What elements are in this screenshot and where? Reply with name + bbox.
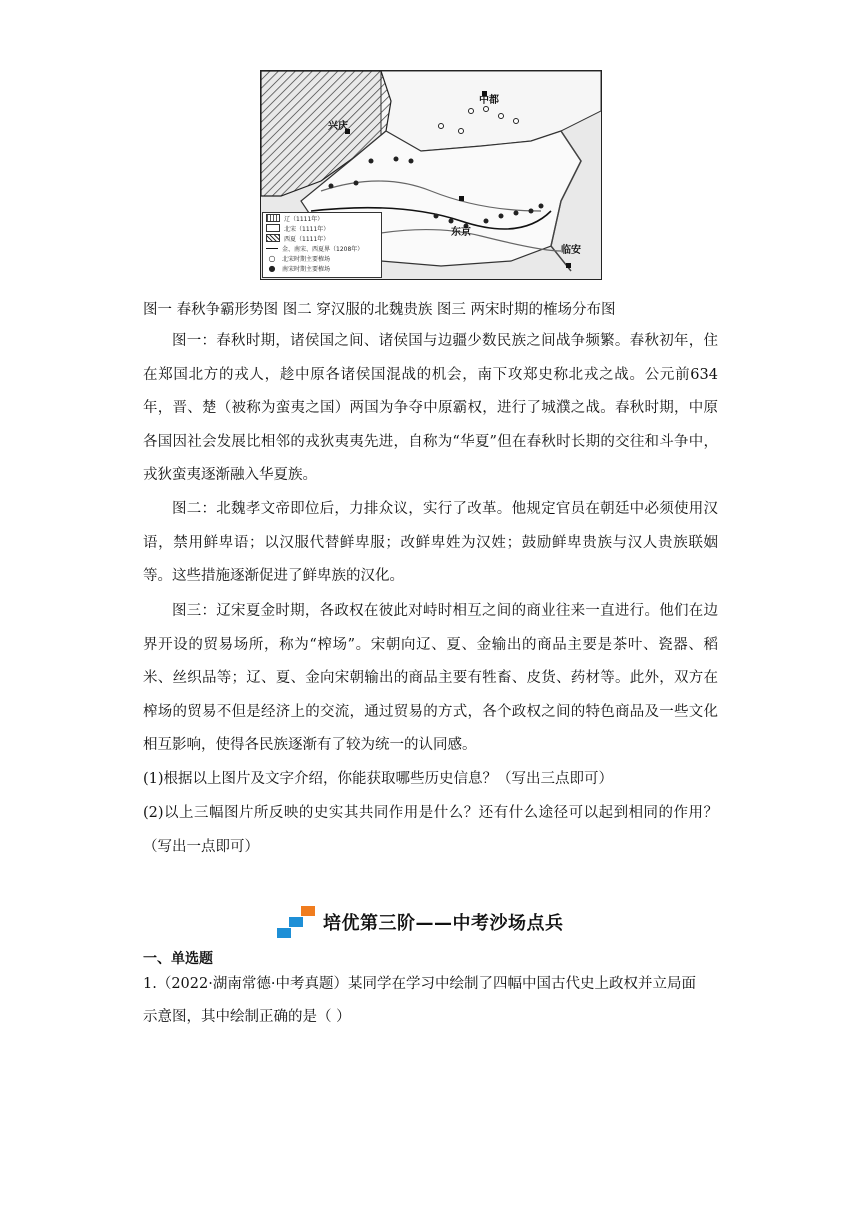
- map-label-zhongdu: 中都: [479, 95, 499, 106]
- paragraph-fig2: [143, 493, 718, 594]
- question-2: [143, 797, 718, 864]
- question-text: (2)以上三幅图片所反映的史实其共同作用是什么？还有什么途径可以起到相同的作用？（写出一点即可）: [143, 805, 718, 855]
- map-label-linan: 临安: [561, 245, 581, 256]
- paragraph-fig1: [143, 325, 718, 493]
- question-line: 1.（2022·湖南常德·中考真题）某同学在学习中绘制了四幅中国古代史上政权并立局面: [143, 976, 696, 992]
- question-text: (1)根据以上图片及文字介绍，你能获取哪些历史信息？（写出三点即可）: [143, 771, 614, 787]
- map-label-dongjing: 东京: [451, 227, 471, 238]
- section-header: [277, 906, 564, 938]
- legend-item: [263, 253, 381, 263]
- legend-swatch-liao: [266, 214, 280, 222]
- paragraph-text: 图二：北魏孝文帝即位后，力排众议，实行了改革。他规定官员在朝廷中必须使用汉语，禁用鲜卑语；以汉服代替鲜卑服；改鲜卑姓为汉姓；鼓励鲜卑贵族与汉人贵族联姻等。这些措施逐渐促进了鲜卑族的汉化。: [143, 501, 718, 584]
- mc-question-1: [143, 968, 718, 1034]
- legend-label: 西夏（1111年）: [284, 235, 330, 243]
- legend-item: [263, 263, 381, 273]
- legend-label: 金、南宋、西夏界（1208年）: [282, 245, 364, 253]
- legend-swatch-border: [266, 248, 278, 249]
- legend-item: [263, 213, 381, 223]
- paragraph-fig3: [143, 595, 718, 763]
- legend-label: 南宋时期主要榷场: [282, 265, 331, 273]
- legend-swatch-xixia: [266, 234, 280, 242]
- section-title: 培优第三阶——中考沙场点兵: [323, 913, 564, 934]
- legend-item: [263, 243, 381, 253]
- question-line: 示意图，其中绘制正确的是（ ）: [143, 1009, 351, 1025]
- subhead-single-choice: 一、单选题: [143, 951, 213, 967]
- map-label-xingqing: 兴庆: [328, 121, 348, 132]
- paragraph-text: 图一：春秋时期，诸侯国之间、诸侯国与边疆少数民族之间战争频繁。春秋初年，住在郑国北方的戎人，趁中原各诸侯国混战的机会，南下攻郑史称北戎之战。公元前634年，晋、楚（被称为蛮夷之国）两国为争夺中原霸权，进行了城濮之战。春秋时期，中原各国因社会发展比相邻的戎狄夷夷先进，自称为“华夏”但在春秋时长期的交往和斗争中，戎狄蛮夷逐渐融入华夏族。: [143, 333, 718, 483]
- filled-circle-icon: ●: [268, 263, 276, 273]
- paragraph-text: 图三：辽宋夏金时期，各政权在彼此对峙时相互之间的商业往来一直进行。他们在边界开设的贸易场所，称为“榨场”。宋朝向辽、夏、金输出的商品主要是茶叶、瓷器、稻米、丝织品等；辽、夏、金向宋朝输出的商品主要有牲畜、皮货、药材等。此外，双方在榨场的贸易不但是经济上的交流，通过贸易的方式，各个政权之间的特色商品及一些文化相互影响，使得各民族逐渐有了较为统一的认同感。: [143, 603, 718, 753]
- legend-label: 北宋（1111年）: [284, 225, 330, 233]
- question-1: [143, 763, 718, 797]
- legend-label: 辽（1111年）: [284, 215, 324, 223]
- figure-caption: 图一 春秋争霸形势图 图二 穿汉服的北魏贵族 图三 两宋时期的榷场分布图: [143, 302, 616, 318]
- open-circle-icon: ○: [268, 253, 276, 263]
- legend-swatch-song: [266, 224, 280, 232]
- legend-item: [263, 223, 381, 233]
- legend-item: [263, 233, 381, 243]
- map-legend: [262, 212, 382, 278]
- steps-icon: [277, 906, 319, 938]
- legend-label: 北宋时期主要榷场: [282, 255, 331, 263]
